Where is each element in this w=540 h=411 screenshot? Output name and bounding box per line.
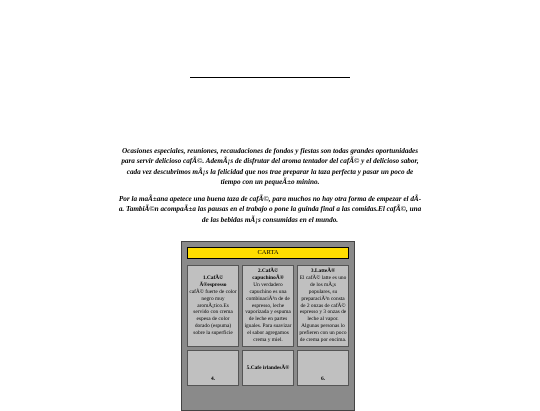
menu-item-3 [297,265,349,347]
menu-item-title: 2.CafÃ© capuchinoÃ® [252,268,284,281]
menu-item-6 [297,350,349,386]
menu-item-title: 1.CafÃ© Ã®espresso [199,274,227,288]
menu-item-4 [187,350,239,386]
menu-item-title: 3.LatteÃ® [310,268,336,274]
intro-text [118,146,422,231]
menu-item-title: 6. [320,376,326,383]
horizontal-rule [190,77,350,78]
menu-item-desc: Un verdadero capuchino es una combinaciÃ³n de de espresso, leche vaporizada y espuma de leche en partes iguales. Para suavizar el sabor agregamos crema y miel. [244,281,292,344]
menu-item-5 [242,350,294,386]
menu-item-desc: El cafÃ© latte es uno de los mÃ¡s populares, su preparaciÃ³n consta de 2 onzas de cafÃ© espresso y 3 onzas de leche al vapor. Algunas personas lo prefieren con un poco de crema por encima. [299,274,347,344]
menu-item-title: 5.Cafe irlandesÃ® [246,364,290,371]
menu-header: CARTA [187,247,349,259]
menu-table [181,241,355,411]
menu-grid [184,262,352,389]
intro-paragraph-2: Por la maÃ±ana apetece una buena taza de cafÃ©, para muchos no hay otra forma de empezar el dÃa. TambiÃ©n acompaÃ±a las pausas en el trabajo o pone la guinda final a las comidas.El cafÃ©, una de las bebidas mÃ¡s consumidas en el mundo. [118,194,422,224]
menu-item-2 [242,265,294,347]
menu-item-title: 4. [210,376,216,383]
intro-paragraph-1: Ocasiones especiales, reuniones, recaudaciones de fondos y fiestas son todas grandes oportunidades para servir delicioso cafÃ©. AdemÃ¡s de disfrutar del aroma tentador del cafÃ© y el delicioso sabor, cada vez descubrimos mÃ¡s la felicidad que nos trae preparar la taza perfecta y pasar un poco de tiempo con un pequeÃ±o minino. [121,147,419,187]
menu-item-desc: cafÃ© fuerte de color negro muy aromÃ¡tico.Es servido con crema espesa de color dorado (espuma) sobre la superficie [189,288,237,337]
menu-item-1 [187,265,239,347]
